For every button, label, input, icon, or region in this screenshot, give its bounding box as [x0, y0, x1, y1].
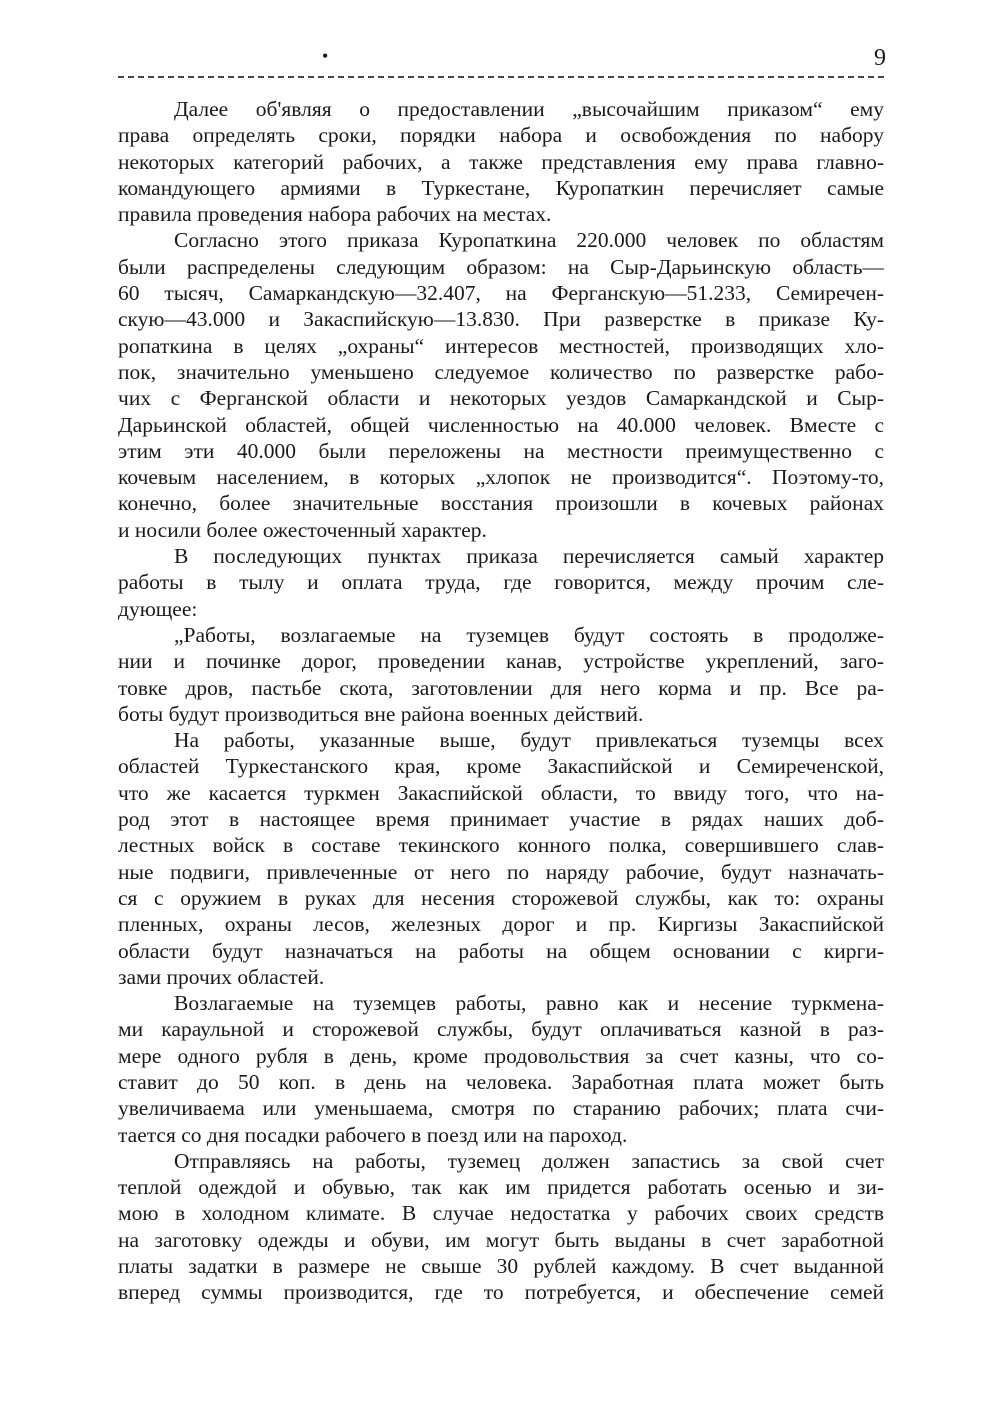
text-line: и носили более ожесточенный характер. [118, 517, 487, 542]
text-line: работы в тылу и оплата труда, где говорится, между прочим сле- [118, 570, 884, 595]
text-line: лестных войск в составе текинского конного полка, совершившего слав- [118, 833, 884, 858]
text-line: этим эти 40.000 были переложены на местности преимущественно с [118, 438, 884, 463]
text-line: ставит до 50 коп. в день на человека. Заработная плата может быть [118, 1069, 884, 1094]
text-line: скую—43.000 и Закаспийскую—13.830. При разверстке в приказе Ку- [118, 307, 884, 332]
text-line: ми караульной и сторожевой службы, будут оплачиваться казной в раз- [118, 1017, 884, 1042]
text-line: пок, значительно уменьшено следуемое количество по разверстке рабо- [118, 359, 884, 384]
text-line: кочевым населением, в которых „хлопок не производится“. Поэтому-то, [118, 465, 884, 490]
text-line: ся с оружием в руках для несения сторожевой службы, как то: охраны [118, 885, 884, 910]
text-line: тается со дня посадки рабочего в поезд или на пароход. [118, 1122, 628, 1147]
paragraph [118, 990, 884, 1148]
text-line: род этот в настоящее время принимает участие в рядах наших доб- [118, 807, 884, 832]
text-line: на заготовку одежды и обуви, им могут быть выданы в счет заработной [118, 1227, 884, 1252]
paragraph [118, 727, 884, 990]
text-line: правила проведения набора рабочих на местах. [118, 202, 552, 227]
text-line: некоторых категорий рабочих, а также представления ему права главно- [118, 149, 884, 174]
text-line: Далее об'являя о предоставлении „высочайшим приказом“ ему [174, 97, 884, 121]
text-line: увеличиваема или уменьшаема, смотря по старанию рабочих; плата счи- [118, 1096, 884, 1121]
text-line: были распределены следующим образом: на Сыр-Дарьинскую область— [118, 254, 884, 279]
text-line: В последующих пунктах приказа перечисляется самый характер [174, 544, 884, 569]
page-number: 9 [874, 45, 886, 71]
paragraph [118, 1148, 884, 1306]
text-line: Возлагаемые на туземцев работы, равно как и несение туркмена- [174, 991, 884, 1016]
paragraph [118, 96, 884, 227]
text-line: области будут назначаться на работы на общем основании с кирги- [118, 938, 884, 963]
text-line: Дарьинской областей, общей численностью на 40.000 человек. Вместе с [118, 412, 884, 437]
text-line: товке дров, пастьбе скота, заготовлении для него корма и пр. Все ра- [118, 675, 884, 700]
text-line: зами прочих областей. [118, 964, 325, 989]
body-text [118, 96, 884, 1306]
quote-paragraph [118, 622, 884, 727]
paragraph [118, 227, 884, 543]
text-line: боты будут производиться вне района военных действий. [118, 701, 644, 726]
text-line: пленных, охраны лесов, железных дорог и пр. Киргизы Закаспийской [118, 912, 884, 937]
text-line: мере одного рубля в день, кроме продовольствия за счет казны, что со- [118, 1043, 884, 1068]
text-line: ные подвиги, привлеченные от него по наряду рабочие, будут назначать- [118, 859, 884, 884]
text-line: что же касается туркмен Закаспийской области, то ввиду того, что на- [118, 780, 884, 805]
text-line: областей Туркестанского края, кроме Закаспийской и Семиреченской, [118, 754, 884, 779]
text-line: командующего армиями в Туркестане, Куропаткин перечисляет самые [118, 175, 884, 200]
text-line: платы задатки в размере не свыше 30 рублей каждому. В счет выданной [118, 1254, 884, 1279]
text-line: права определять сроки, порядки набора и освобождения по набору [118, 123, 884, 148]
text-line: дующее: [118, 596, 198, 621]
text-line: конечно, более значительные восстания произошли в кочевых районах [118, 491, 884, 516]
text-line: „Работы, возлагаемые на туземцев будут состоять в продолже- [174, 622, 884, 647]
text-line: нии и починке дорог, проведении канав, устройстве укреплений, заго- [118, 649, 884, 674]
text-line: мою в холодном климате. В случае недостатка у рабочих своих средств [118, 1201, 884, 1226]
text-line: ропаткина в целях „охраны“ интересов местностей, производящих хло- [118, 333, 884, 358]
text-line: Согласно этого приказа Куропаткина 220.000 человек по областям [174, 228, 884, 253]
text-line: На работы, указанные выше, будут привлекаться туземцы всех [174, 728, 884, 753]
text-line: 60 тысяч, Самаркандскую—32.407, на Ферганскую—51.233, Семиречен- [118, 281, 884, 306]
text-line: теплой одеждой и обувью, так как им придется работать осенью и зи- [118, 1175, 884, 1200]
text-line: вперед суммы производится, где то потребуется, и обеспечение семей [118, 1280, 884, 1305]
header-mark: • [322, 46, 329, 66]
header-rule [118, 76, 884, 78]
paragraph [118, 543, 884, 622]
text-line: чих с Ферганской области и некоторых уездов Самаркандской и Сыр- [118, 386, 884, 411]
text-line: Отправляясь на работы, туземец должен запастись за свой счет [174, 1148, 884, 1173]
